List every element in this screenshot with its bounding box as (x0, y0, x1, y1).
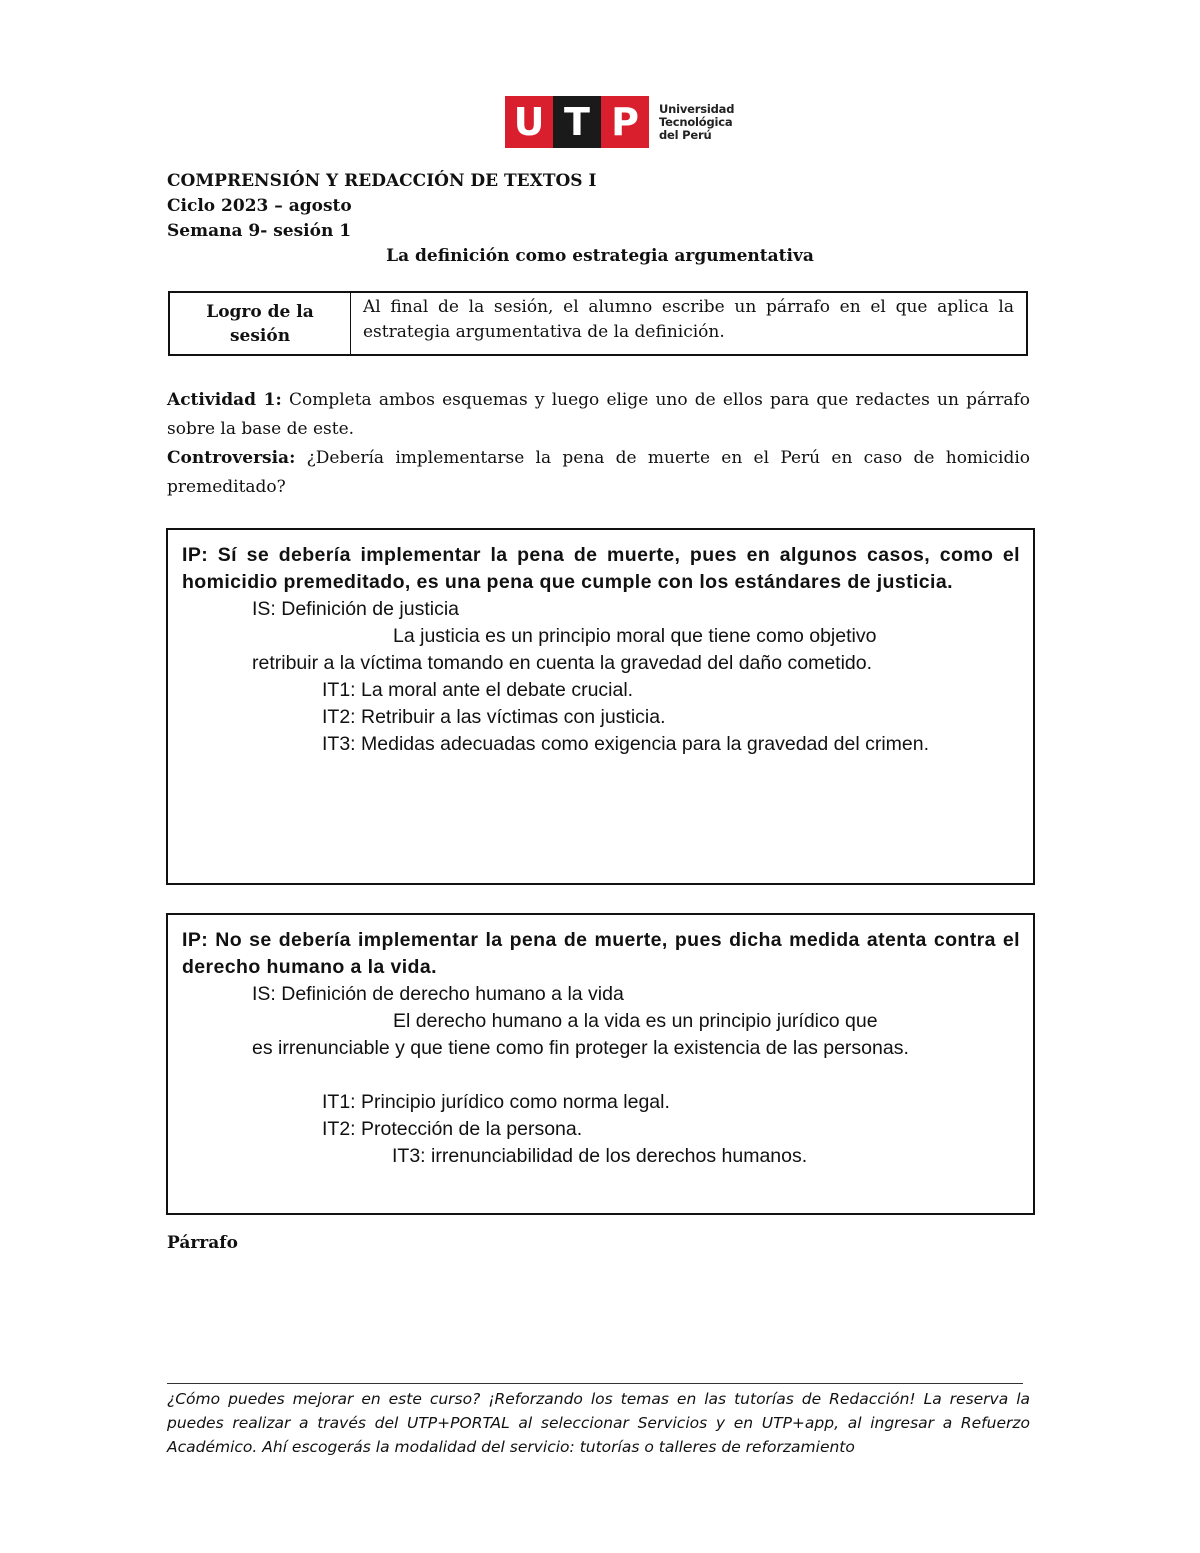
main-idea: IP: Sí se debería implementar la pena de muerte, pues en algunos casos, como el homicidio premeditado, es una pena que cumple con los estándares de justicia. (182, 544, 1020, 593)
secondary-idea: IS: Definición de derecho humano a la vida (252, 983, 624, 1005)
footer-divider (167, 1383, 1023, 1384)
course-title: COMPRENSIÓN Y REDACCIÓN DE TEXTOS I (167, 171, 597, 191)
controversy-label: Controversia: (167, 448, 296, 468)
cycle-label: Ciclo 2023 – agosto (167, 196, 352, 216)
logo-letters (505, 96, 649, 148)
definition-text: retribuir a la víctima tomando en cuenta la gravedad del daño cometido. (252, 652, 873, 674)
paragraph-heading: Párrafo (167, 1233, 238, 1253)
footer-note: ¿Cómo puedes mejorar en este curso? ¡Reforzando los temas en las tutorías de Redacción! La reserva la puedes realizar a través del UTP+PORTAL al seleccionar Servicios y en UTP+app, al ingresar a Refuerzo Académico. Ahí escogerás la modalidad del servicio: tutorías o talleres de reforzamiento (167, 1390, 1030, 1456)
definition-text: La justicia es un principio moral que tiene como objetivo (393, 625, 877, 647)
tertiary-idea-1: IT1: Principio jurídico como norma legal. (322, 1091, 670, 1113)
scheme-box-no (166, 913, 1035, 1215)
definition-text: es irrenunciable y que tiene como fin proteger la existencia de las personas. (252, 1037, 909, 1059)
scheme-box-yes (166, 528, 1035, 885)
logo-university-name (659, 103, 734, 142)
logo-letter-u: U (513, 100, 545, 144)
session-topic-title: La definición como estrategia argumentativa (386, 246, 814, 266)
tertiary-idea-3: IT3: irrenunciabilidad de los derechos humanos. (392, 1145, 808, 1167)
controversy-text: ¿Debería implementarse la pena de muerte en el Perú en caso de homicidio premeditado? (167, 448, 1030, 497)
tertiary-idea-2: IT2: Retribuir a las víctimas con justicia. (322, 706, 666, 728)
main-idea: IP: No se debería implementar la pena de muerte, pues dicha medida atenta contra el derecho humano a la vida. (182, 929, 1020, 978)
logo-name-line: del Perú (659, 127, 712, 142)
logo-letter-p: P (611, 100, 639, 144)
week-session-label: Semana 9- sesión 1 (167, 221, 352, 241)
tertiary-idea-1: IT1: La moral ante el debate crucial. (322, 679, 634, 701)
logo-name-line: Tecnológica (659, 114, 733, 129)
session-goal-text: Al final de la sesión, el alumno escribe un párrafo en el que aplica la estrategia argumentativa de la definición. (363, 297, 1014, 342)
definition-text: El derecho humano a la vida es un principio jurídico que (393, 1010, 878, 1032)
controversy-question (167, 444, 1030, 502)
logo-letter-t: T (553, 96, 601, 148)
session-goal-label: Logro de la sesión (170, 293, 351, 354)
tertiary-idea-2: IT2: Protección de la persona. (322, 1118, 583, 1140)
activity-instructions (167, 386, 1030, 444)
logo-name-line: Universidad (659, 101, 735, 116)
activity-text: Completa ambos esquemas y luego elige uno de ellos para que redactes un párrafo sobre la base de este. (167, 390, 1031, 439)
secondary-idea: IS: Definición de justicia (252, 598, 460, 620)
utp-logo (505, 96, 734, 148)
session-goal-table (168, 291, 1028, 356)
activity-label: Actividad 1: (167, 390, 282, 410)
tertiary-idea-3: IT3: Medidas adecuadas como exigencia para la gravedad del crimen. (322, 733, 930, 755)
